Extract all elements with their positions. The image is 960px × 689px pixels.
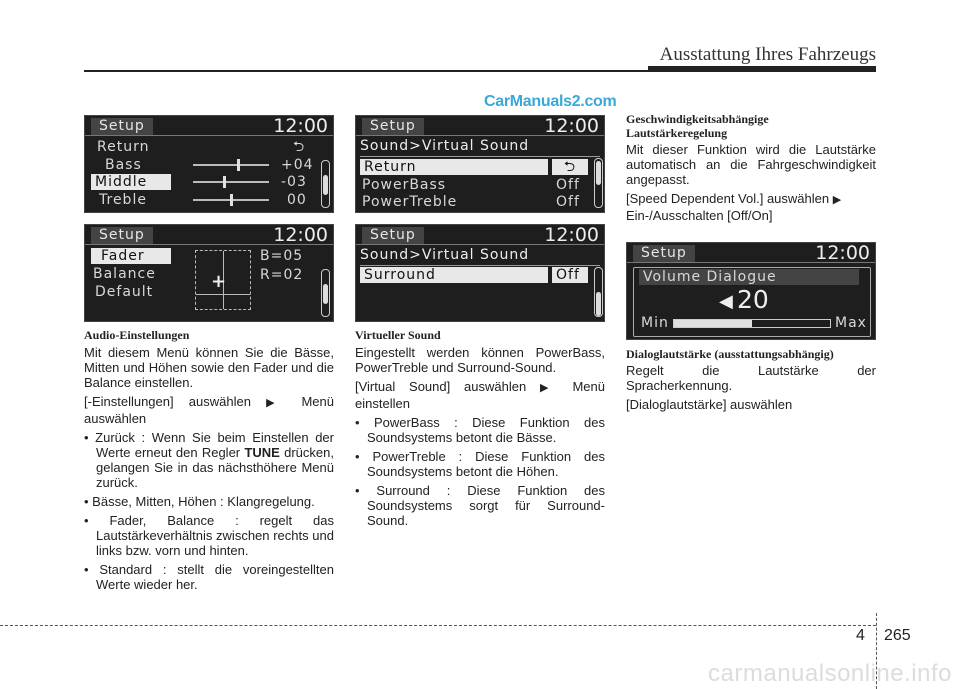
max-label: Max xyxy=(835,315,867,331)
audio-setup-screen xyxy=(84,115,334,213)
bullet-powerbass: • PowerBass : Diese Funktion des Soundsystems betont die Bässe. xyxy=(355,415,605,445)
clock: 12:00 xyxy=(273,224,328,246)
back-icon: ⮌ xyxy=(552,159,588,175)
screen-heading: Sound>Virtual Sound xyxy=(360,247,530,263)
menu-item-fader: Fader xyxy=(91,248,171,264)
arrow-icon: ▶ xyxy=(832,194,842,206)
surround-screen xyxy=(355,224,605,322)
balance-grid xyxy=(195,250,251,310)
balance-b-value: B=05 xyxy=(260,248,304,264)
audio-instruction: [-Einstellungen] auswählen ▶ Menü auswählen xyxy=(84,394,334,426)
watermark: CarManuals2.com xyxy=(484,93,617,110)
menu-item-return: Return xyxy=(360,159,548,175)
treble-value: 00 xyxy=(287,192,307,208)
chapter-header-title: Ausstattung Ihres Fahrzeugs xyxy=(659,44,876,65)
dialogue-heading: Volume Dialogue xyxy=(639,269,859,285)
bass-slider xyxy=(193,164,269,166)
bullet-default: • Standard : stellt die voreingestellten Werte wieder her. xyxy=(84,562,334,592)
page-number: 265 xyxy=(884,627,911,644)
volume-bar-fill xyxy=(674,320,752,327)
scrollbar xyxy=(594,267,603,317)
min-label: Min xyxy=(641,315,669,331)
menu-item-powertreble: PowerTreble xyxy=(362,194,458,210)
menu-item-bass: Bass xyxy=(105,157,142,173)
screen-topbar xyxy=(356,116,604,136)
scrollbar xyxy=(321,269,330,317)
menu-item-balance: Balance xyxy=(93,266,156,282)
powerbass-value: Off xyxy=(556,177,580,193)
heading-rule xyxy=(360,156,600,157)
screen-topbar xyxy=(85,116,333,136)
middle-slider xyxy=(193,181,269,183)
surround-value: Off xyxy=(552,267,588,283)
dialogue-volume-title: Dialoglautstärke (ausstattungsabhängig) xyxy=(626,347,834,361)
bullet-surround: • Surround : Diese Funktion des Soundsystems sorgt für Surround-Sound. xyxy=(355,483,605,528)
virtual-intro: Eingestellt werden können PowerBass, PowerTreble und Surround-Sound. xyxy=(355,345,605,375)
virtual-sound-screen xyxy=(355,115,605,213)
clock: 12:00 xyxy=(273,115,328,137)
virtual-instruction: [Virtual Sound] auswählen ▶ Menü einstellen xyxy=(355,379,605,411)
setup-tab: Setup xyxy=(633,245,695,262)
clock: 12:00 xyxy=(815,242,870,264)
speed-volume-title: Geschwindigkeitsabhängige Lautstärkeregelung xyxy=(626,112,769,140)
speed-instruction: [Speed Dependent Vol.] auswählen ▶ Ein-/Ausschalten [Off/On] xyxy=(626,191,842,223)
dialogue-volume-text xyxy=(626,363,876,416)
menu-item-middle: Middle xyxy=(91,174,171,190)
scrollbar xyxy=(321,160,330,208)
page-rule xyxy=(0,625,876,626)
footer-watermark: carmanualsonline.info xyxy=(708,660,952,687)
clock: 12:00 xyxy=(544,115,599,137)
volume-level: 20 xyxy=(737,285,769,314)
audio-settings-title: Audio-Einstellungen xyxy=(84,328,190,342)
dialogue-instruction: [Dialoglautstärke] auswählen xyxy=(626,397,793,412)
bass-value: +04 xyxy=(281,157,314,173)
menu-item-treble: Treble xyxy=(99,192,147,208)
menu-item-powerbass: PowerBass xyxy=(362,177,447,193)
balance-r-value: R=02 xyxy=(260,267,304,283)
volume-bar xyxy=(673,319,831,328)
setup-tab: Setup xyxy=(91,227,153,244)
audio-intro: Mit diesem Menü können Sie die Bässe, Mitten und Höhen sowie den Fader und die Balance einstellen. xyxy=(84,345,334,390)
bullet-fader-balance: • Fader, Balance : regelt das Lautstärkeverhältnis zwischen rechts und links bzw. vorn und hinten. xyxy=(84,513,334,558)
screen-topbar xyxy=(627,243,875,263)
virtual-sound-text xyxy=(355,345,605,532)
fader-balance-screen xyxy=(84,224,334,322)
bullet-powertreble: • PowerTreble : Diese Funktion des Soundsystems betont die Höhen. xyxy=(355,449,605,479)
dialogue-intro: Regelt die Lautstärke der Spracherkennung. xyxy=(626,363,876,393)
balance-marker: + xyxy=(211,271,227,292)
heading-rule xyxy=(360,265,600,266)
menu-item-default: Default xyxy=(95,284,154,300)
virtual-sound-title: Virtueller Sound xyxy=(355,328,441,342)
screen-topbar xyxy=(85,225,333,245)
speed-intro: Mit dieser Funktion wird die Lautstärke automatisch an die Fahrgeschwindigkeit angepasst. xyxy=(626,142,876,187)
header-rule xyxy=(84,70,876,72)
chapter-number: 4 xyxy=(856,627,865,644)
setup-tab: Setup xyxy=(362,227,424,244)
treble-slider xyxy=(193,199,269,201)
speed-volume-text xyxy=(626,142,876,227)
audio-settings-text xyxy=(84,345,334,596)
tune-label: TUNE xyxy=(244,445,280,460)
scrollbar xyxy=(594,158,603,208)
speaker-icon: ◀ xyxy=(719,291,733,312)
back-icon: ⮌ xyxy=(293,139,306,155)
setup-tab: Setup xyxy=(91,118,153,135)
bullet-bass-middle-treble: • Bässe, Mitten, Höhen : Klangregelung. xyxy=(84,494,315,509)
arrow-icon: ▶ xyxy=(266,397,287,409)
menu-item-surround: Surround xyxy=(360,267,548,283)
volume-dialogue-screen xyxy=(626,242,876,340)
arrow-icon: ▶ xyxy=(540,382,559,394)
menu-item-return: Return xyxy=(97,139,150,155)
setup-tab: Setup xyxy=(362,118,424,135)
middle-value: -03 xyxy=(281,174,307,190)
screen-topbar xyxy=(356,225,604,245)
clock: 12:00 xyxy=(544,224,599,246)
screen-heading: Sound>Virtual Sound xyxy=(360,138,530,154)
bullet-return: • Zurück : Wenn Sie beim Einstellen der Werte erneut den Regler TUNE drücken, gelangen Sie in das nächsthöhere Menü zurück. xyxy=(84,430,334,490)
powertreble-value: Off xyxy=(556,194,580,210)
